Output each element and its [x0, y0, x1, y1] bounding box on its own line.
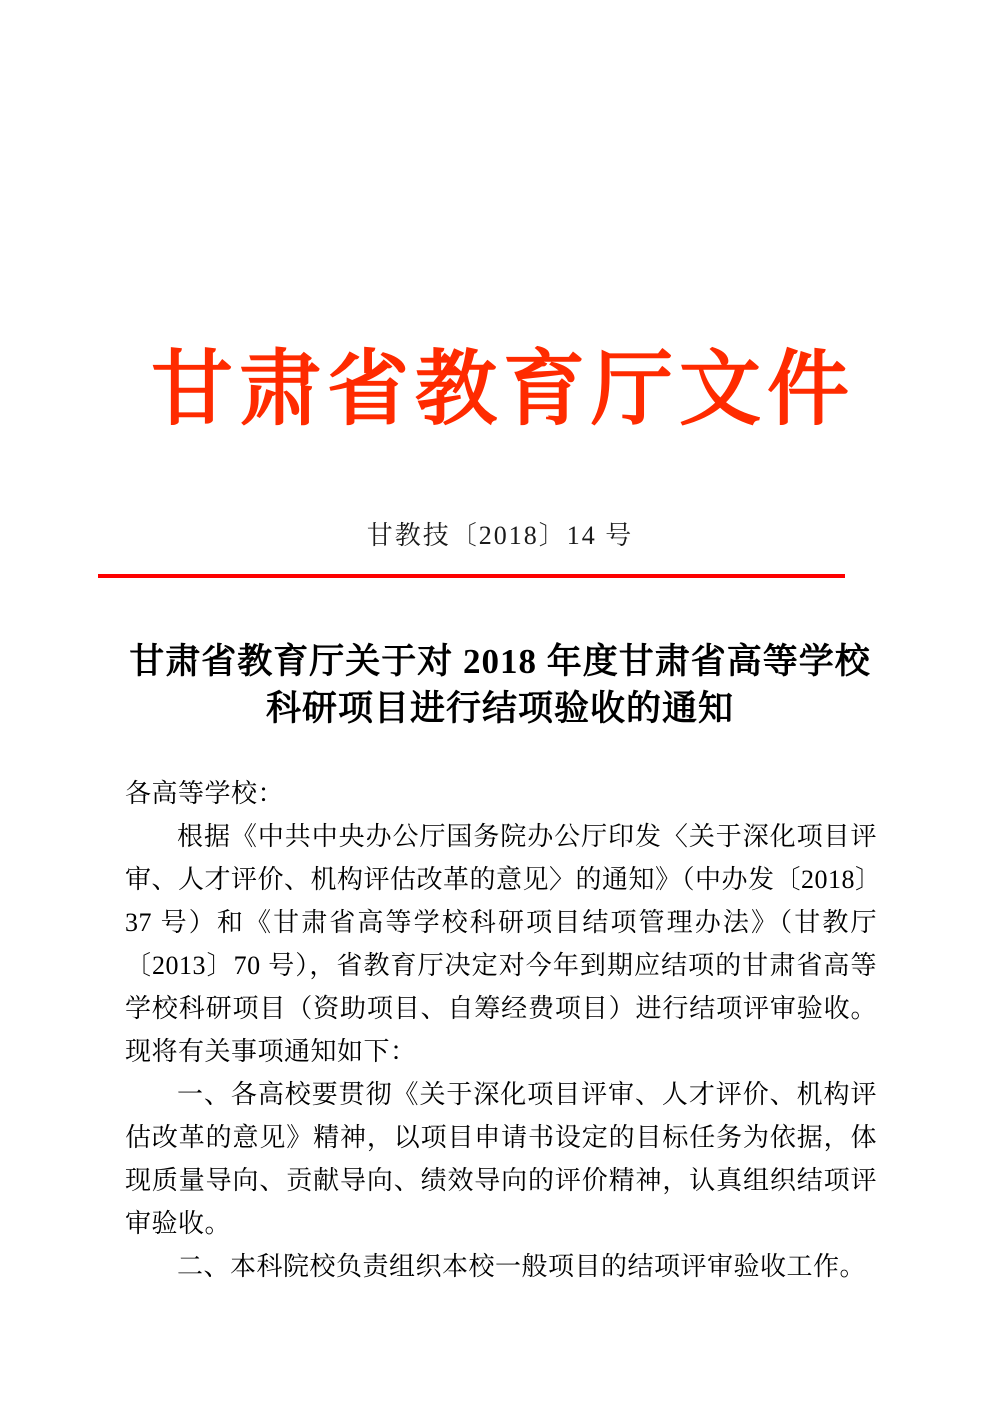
body-line: 现将有关事项通知如下： — [125, 1037, 417, 1066]
document-number: 甘教技〔2018〕14 号 — [366, 521, 634, 550]
notice-title-line-2: 科研项目进行结项验收的通知 — [265, 689, 734, 728]
header-divider-line — [98, 574, 845, 578]
body-line: 37 号）和《甘肃省高等学校科研项目结项管理办法》（甘教厅 — [125, 908, 877, 937]
document-body — [125, 772, 882, 1288]
body-line-item-1: 一、各高校要贯彻《关于深化项目评审、人才评价、机构评 — [177, 1080, 877, 1109]
body-line: 现质量导向、贡献导向、绩效导向的评价精神，认真组织结项评 — [125, 1166, 877, 1195]
body-line: 学校科研项目（资助项目、自筹经费项目）进行结项评审验收。 — [125, 994, 877, 1023]
body-line: 估改革的意见》精神，以项目申请书设定的目标任务为依据，体 — [125, 1123, 877, 1152]
notice-title-line-1: 甘肃省教育厅关于对 2018 年度甘肃省高等学校 — [129, 642, 871, 681]
notice-title — [0, 638, 1000, 732]
body-line-item-2: 二、本科院校负责组织本校一般项目的结项评审验收工作。 — [177, 1252, 867, 1281]
body-line-salutation: 各高等学校： — [125, 779, 285, 808]
agency-header-title: 甘肃省教育厅文件 — [150, 344, 855, 435]
body-line: 〔2013〕70 号），省教育厅决定对今年到期应结项的甘肃省高等 — [125, 951, 877, 980]
body-line: 根据《中共中央办公厅国务院办公厅印发〈关于深化项目评 — [177, 822, 877, 851]
body-line: 审验收。 — [125, 1209, 232, 1238]
body-line: 审、人才评价、机构评估改革的意见〉的通知》（中办发〔2018〕 — [125, 865, 882, 894]
